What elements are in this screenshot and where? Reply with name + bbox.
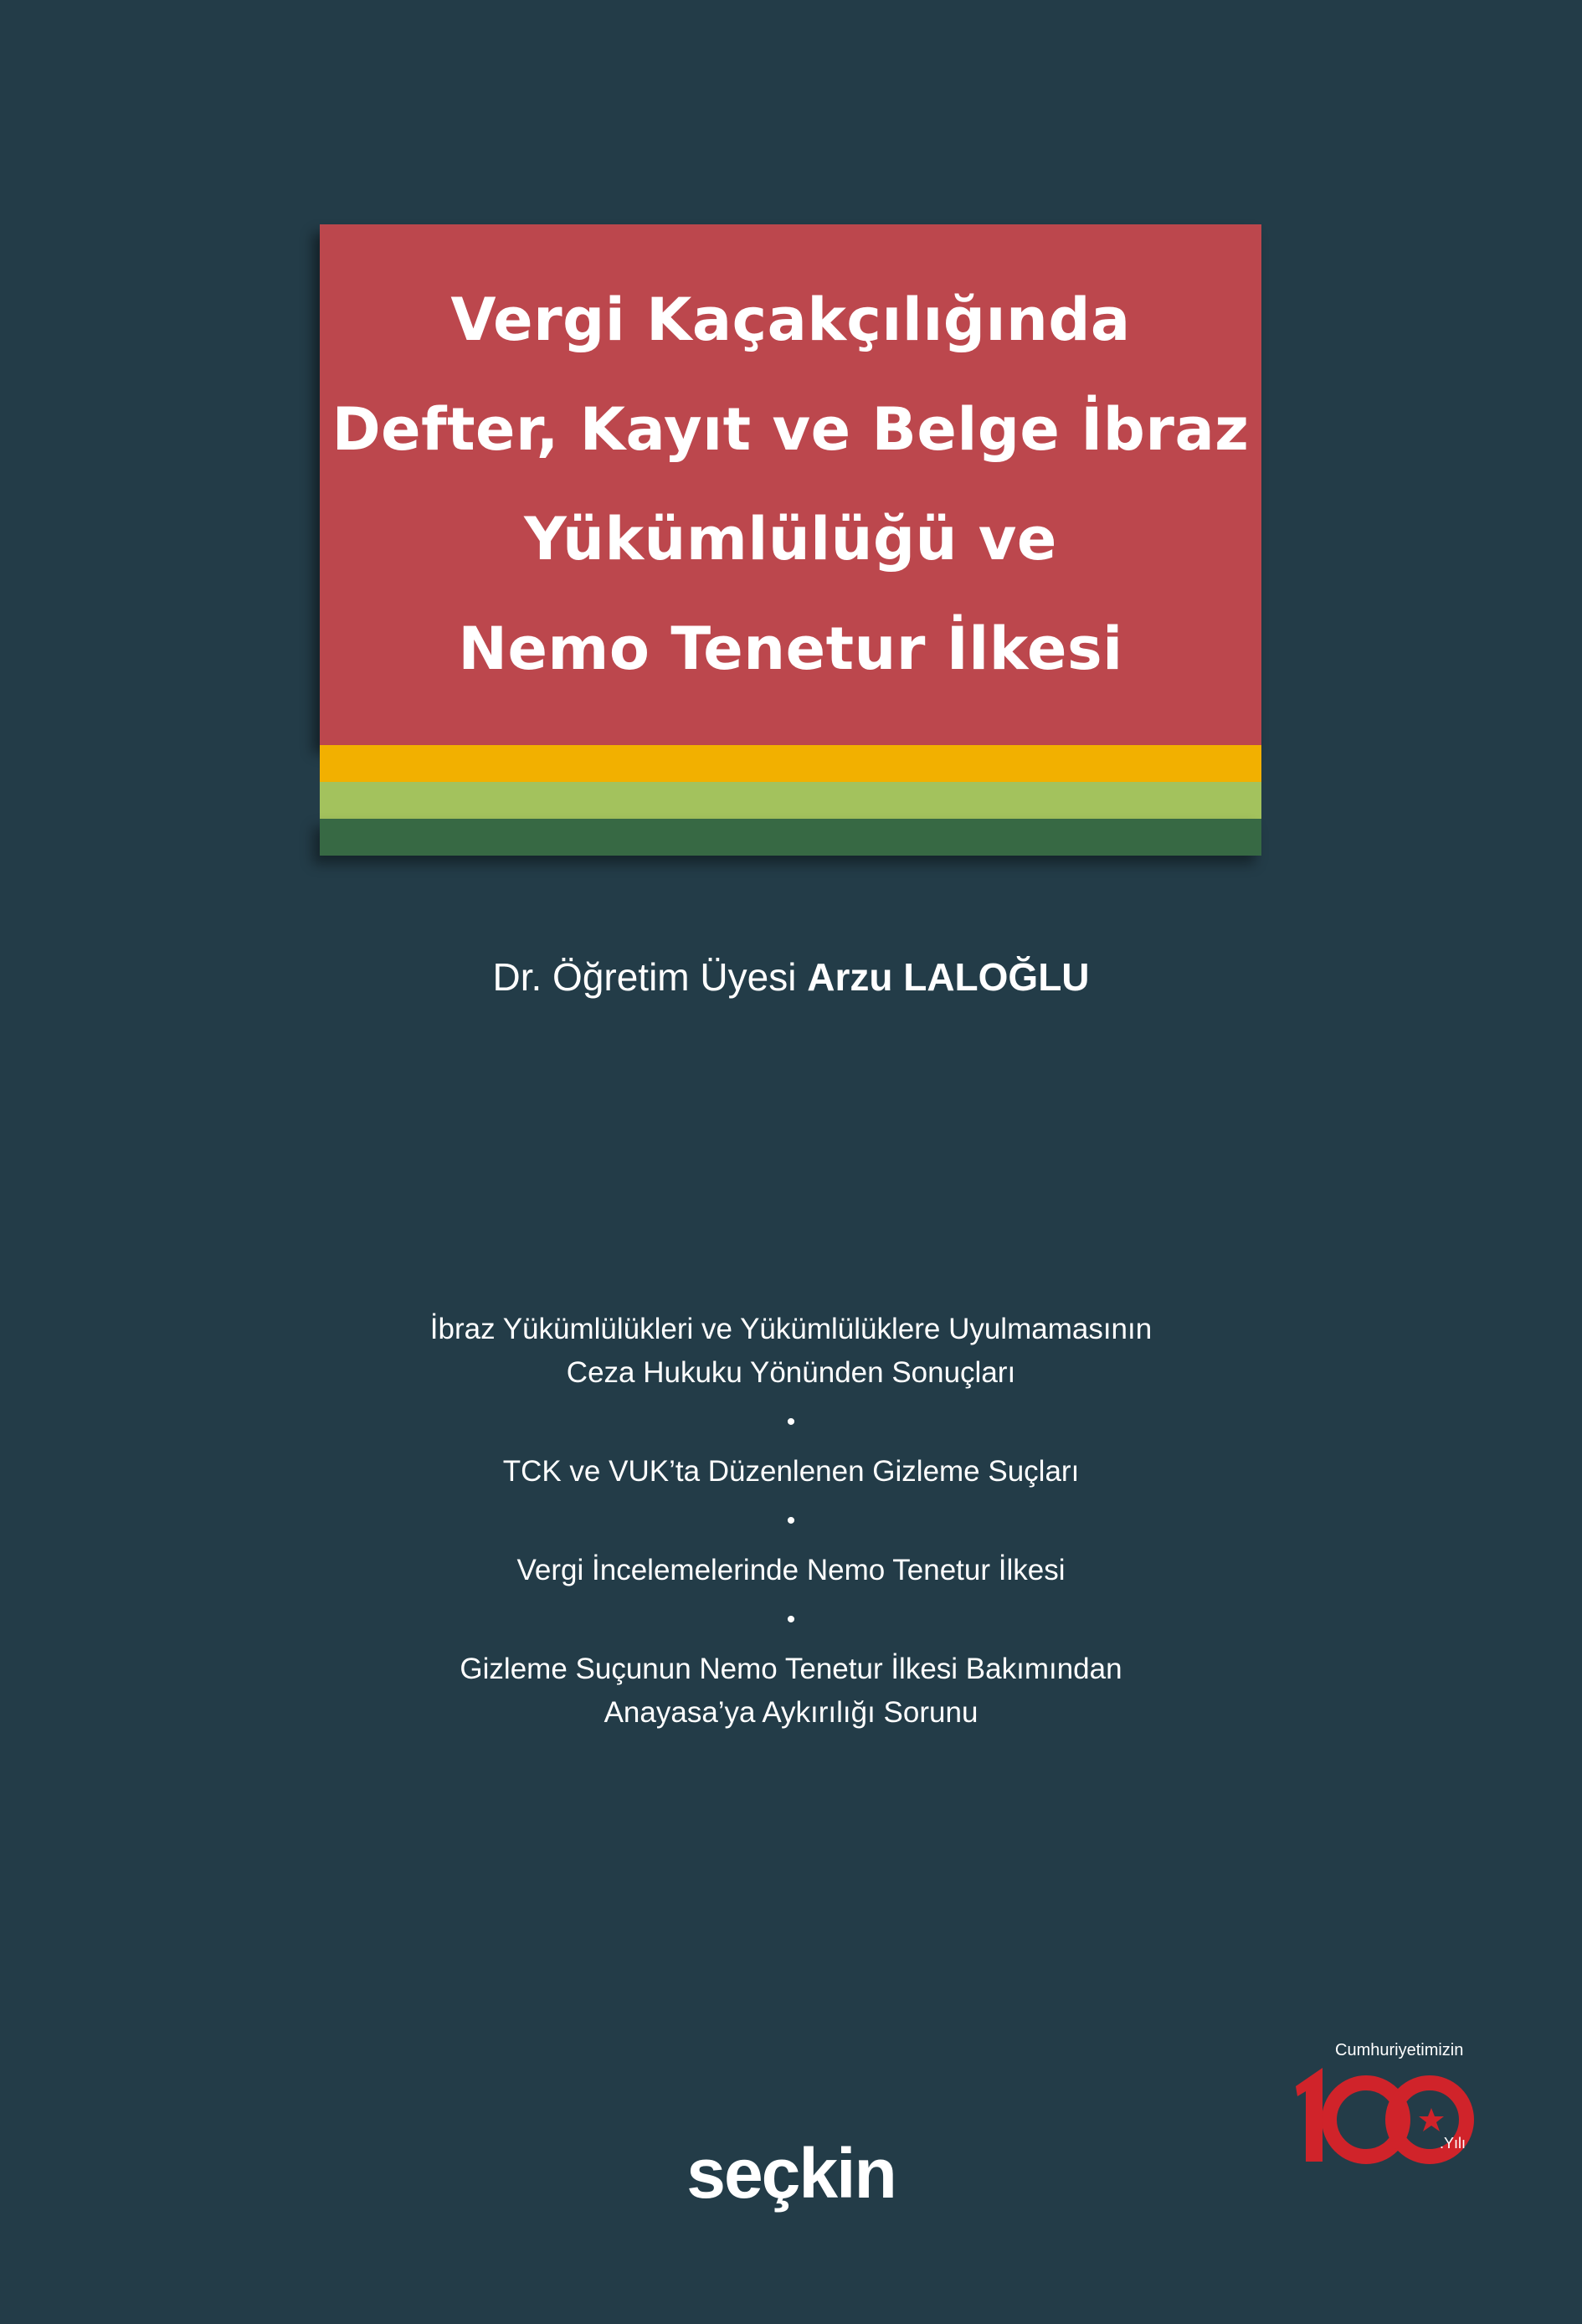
author-line (0, 954, 1582, 1000)
topic-3-line-1: Vergi İncelemelerinde Nemo Tenetur İlkesi (516, 1554, 1066, 1586)
author-name: Arzu LALOĞLU (807, 955, 1090, 999)
publisher-logo: seçkin (686, 2134, 896, 2213)
title-line-1: Vergi Kaçakçılığında (450, 285, 1131, 354)
anniversary-suffix: .Yılı (1440, 2135, 1466, 2152)
yellow-stripe (320, 745, 1261, 782)
topic-1-line-1: İbraz Yükümlülükleri ve Yükümlülüklere Uyulmamasının (429, 1313, 1153, 1345)
bullet-separator: • (786, 1606, 796, 1633)
bullet-separator: • (786, 1408, 796, 1436)
light-green-stripe (320, 782, 1261, 819)
title-line-4: Nemo Tenetur İlkesi (458, 614, 1123, 683)
bullet-separator: • (786, 1507, 796, 1535)
anniversary-caption: Cumhuriyetimizin (1335, 2041, 1464, 2059)
title-line-2: Defter, Kayıt ve Belge İbraz (331, 395, 1250, 464)
topic-4-line-1: Gizleme Suçunun Nemo Tenetur İlkesi Bakımından (460, 1653, 1122, 1685)
topic-list (0, 1308, 1582, 1735)
dark-green-stripe (320, 819, 1261, 856)
author-title: Dr. Öğretim Üyesi (492, 955, 797, 999)
topic-2-line-1: TCK ve VUK’ta Düzenlenen Gizleme Suçları (502, 1455, 1080, 1488)
topic-1-line-2: Ceza Hukuku Yönünden Sonuçları (566, 1356, 1016, 1389)
topic-4-line-2: Anayasa’ya Aykırılığı Sorunu (604, 1696, 978, 1729)
title-line-3: Yükümlülüğü ve (524, 505, 1057, 573)
book-title-block (320, 224, 1261, 745)
